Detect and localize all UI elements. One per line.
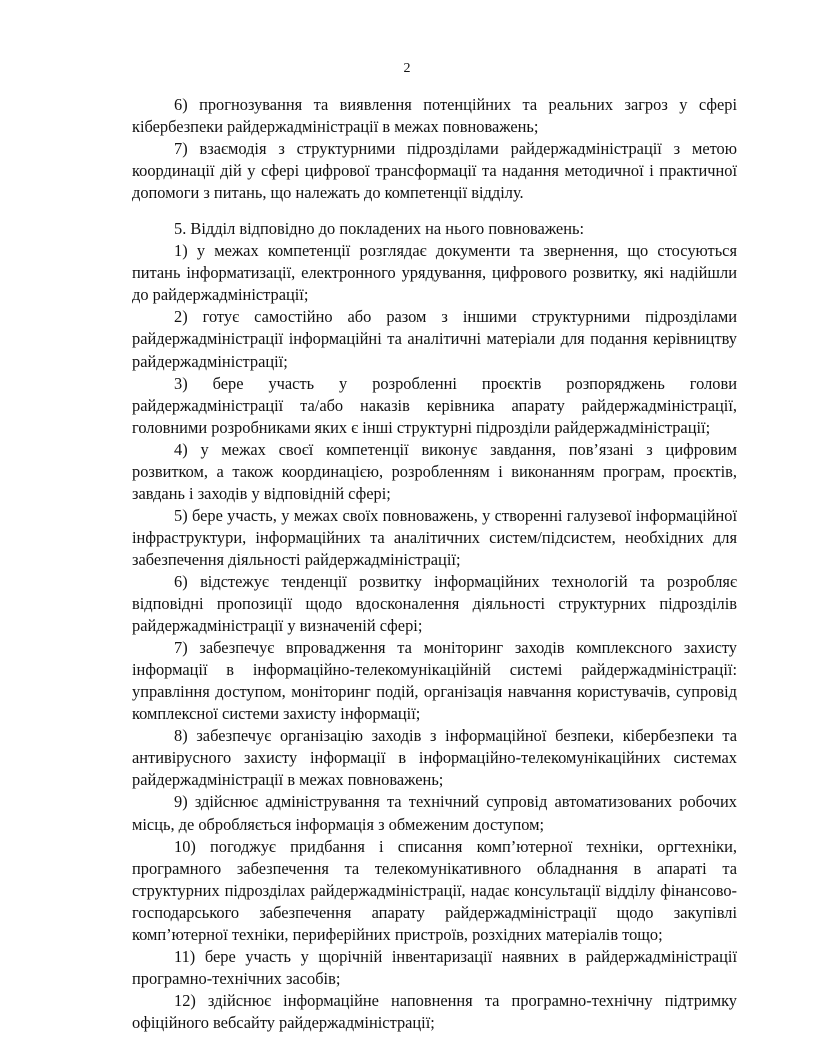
list-item: 12) здійснює інформаційне наповнення та програмно-технічну підтримку офіційного вебсайту райдержадміністрації;	[132, 990, 737, 1032]
document-body	[132, 94, 737, 1034]
list-item: 2) готує самостійно або разом з іншими структурними підрозділами райдержадміністрації інформаційні та аналітичні матеріали для подання керівництву райдержадміністрації;	[132, 307, 737, 371]
list-item: 7) забезпечує впровадження та моніторинг заходів комплексного захисту інформації в інформаційно-телекомунікаційній системі райдержадміністрації: управління доступом, моніторинг подій, організація навчання користувачів, супровід комплексної системи захисту інформації;	[132, 638, 737, 724]
page-number: 2	[403, 61, 411, 76]
list-item: 1) у межах компетенції розглядає документи та звернення, що стосуються питань інформатизації, електронного урядування, цифрового розвитку, які надійшли до райдержадміністрації;	[132, 241, 737, 305]
paragraph-coordination: 7) взаємодія з структурними підрозділами райдержадміністрації з метою координації дій у сфері цифрової трансформації та надання методичної і практичної допомоги з питань, що належать до компетенції відділу.	[132, 139, 737, 203]
list-item: 6) відстежує тенденції розвитку інформаційних технологій та розробляє відповідні пропозиції щодо вдосконалення діяльності структурних підрозділів райдержадміністрації у визначеній сфері;	[132, 571, 737, 636]
list-item: 4) у межах своєї компетенції виконує завдання, пов’язані з цифровим розвитком, а також координацією, розробленням і виконанням програм, проєктів, завдань і заходів у відповідній сфері;	[132, 439, 737, 503]
list-item: 11) бере участь у щорічній інвентаризації наявних в райдержадміністрації програмно-технічних засобів;	[132, 946, 737, 988]
paragraph-threat-forecasting: 6) прогнозування та виявлення потенційних та реальних загроз у сфері кібербезпеки райдержадміністрації в межах повноважень;	[132, 95, 737, 137]
list-item: 5) бере участь, у межах своїх повноважень, у створенні галузевої інформаційної інфраструктури, інформаційних та аналітичних систем/підсистем, необхідних для забезпечення діяльності райдержадміністрації;	[132, 505, 737, 569]
list-item: 3) бере участь у розробленні проєктів розпоряджень голови райдержадміністрації та/або наказів керівника апарату райдержадміністрації, головними розробниками яких є інші структурні підрозділи райдержадміністрації;	[132, 373, 737, 437]
list-item: 10) погоджує придбання і списання комп’ютерної техніки, оргтехніки, програмного забезпечення та телекомунікативного обладнання в апараті та структурних підрозділах райдержадміністрації, надає консультації відділу фінансово-господарського забезпечення апарату райдержадміністрації щодо закупівлі комп’ютерної техніки, периферійних пристроїв, розхідних матеріалів тощо;	[132, 836, 737, 944]
list-item: 9) здійснює адміністрування та технічний супровід автоматизованих робочих місць, де обробляється інформація з обмеженим доступом;	[132, 792, 737, 834]
section-heading: 5. Відділ відповідно до покладених на нього повноважень:	[174, 219, 584, 239]
list-item: 8) забезпечує організацію заходів з інформаційної безпеки, кібербезпеки та антивірусного захисту інформації в інформаційно-телекомунікаційних системах райдержадміністрації в межах повноважень;	[132, 726, 737, 790]
